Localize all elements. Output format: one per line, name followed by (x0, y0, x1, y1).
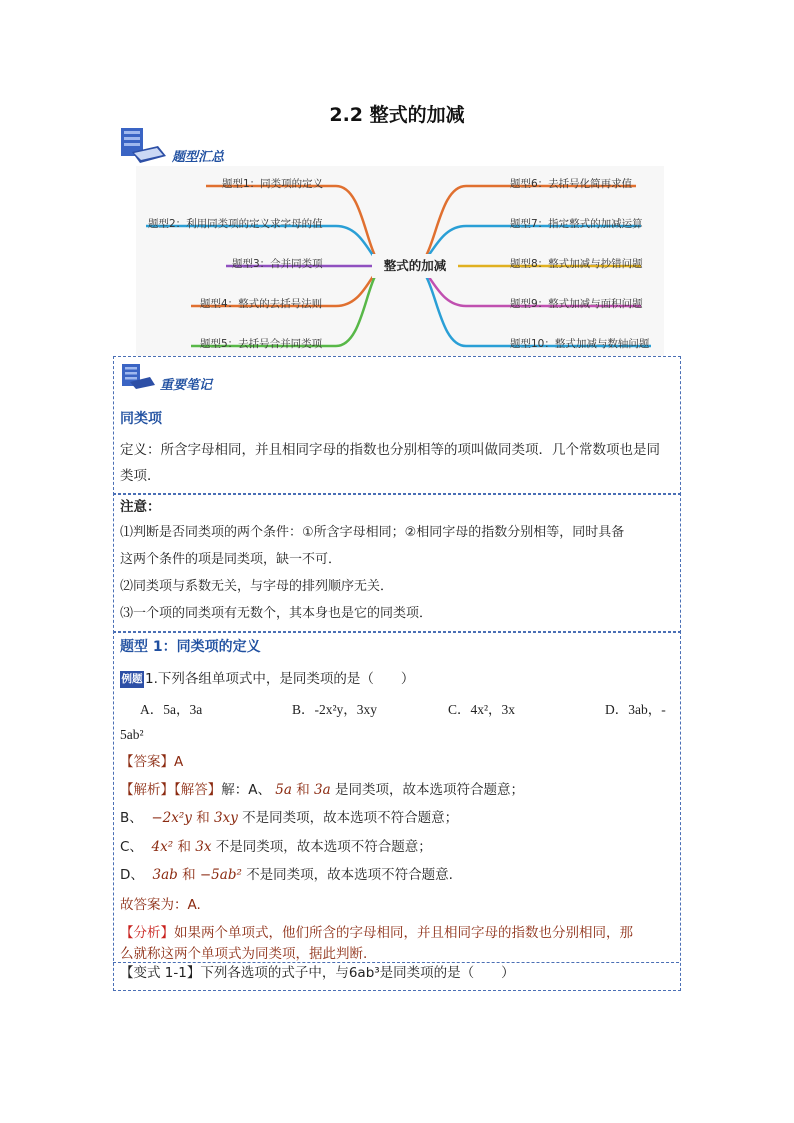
analysis-line-2-math-1: −2x²y (151, 810, 192, 826)
analysis-line-1-and: 和 (296, 782, 310, 798)
analysis-line-4-math-1: 3ab (152, 867, 178, 883)
mind-map-left-5: 题型5：去括号合并同类项 (200, 338, 323, 350)
mind-map-left-3: 题型3：合并同类项 (232, 258, 323, 270)
answer-label: 【答案】 (120, 754, 174, 770)
analysis-line-1-math-1: 5a (275, 782, 292, 798)
definition-line-1: 定义：所含字母相同，并且相同字母的指数也分别相等的项叫做同类项．几个常数项也是同 (120, 442, 660, 458)
attention-title: 注意： (120, 499, 161, 515)
answer-value: A (174, 754, 184, 770)
option-b: B．-2x²y，3xy (292, 702, 378, 717)
analysis-line-4-pre: D、 (120, 867, 144, 883)
analysis-line-4-math-2: −5ab² (199, 867, 242, 883)
analysis-line-3-math-2: 3x (195, 839, 212, 855)
analysis-line-2 (120, 806, 458, 830)
analysis-line-2-post: 不是同类项，故本选项不符合题意； (242, 810, 459, 826)
mind-map-right-3: 题型8：整式加减与抄错问题 (510, 258, 643, 270)
analysis-line-2-and: 和 (196, 810, 210, 826)
analysis-line-4 (120, 863, 453, 887)
notebook-icon (120, 362, 156, 390)
mind-map-right-4: 题型9：整式加减与面积问题 (510, 298, 643, 310)
analysis-line-3-math-1: 4x² (151, 839, 174, 855)
mind-map-left-4: 题型4：整式的去括号法则 (200, 298, 323, 310)
analysis-line-2-math-2: 3xy (214, 810, 238, 826)
variant-row (120, 961, 515, 985)
analysis-line-2-pre: B、 (120, 810, 143, 826)
analysis-line-1-pre: 解：A、 (221, 782, 271, 798)
definition-line-2: 类项． (120, 468, 161, 484)
example-question: 1.下列各组单项式中，是同类项的是（ ） (145, 671, 415, 687)
book-stack-icon (118, 126, 168, 166)
answer-row (120, 750, 183, 774)
attention-line-2: 这两个条件的项是同类项，缺一不可． (120, 552, 342, 567)
analysis-line-3-post: 不是同类项，故本选项不符合题意； (215, 839, 432, 855)
mind-map-left-2: 题型2：利用同类项的定义求字母的值 (148, 218, 323, 230)
mind-map-right-2: 题型7：指定整式的加减运算 (510, 218, 643, 230)
option-a: A．5a，3a (140, 702, 203, 717)
mind-map-left-1: 题型1：同类项的定义 (222, 178, 324, 190)
summary-header: 题型汇总 (172, 150, 225, 165)
option-c: C．4x²，3x (448, 702, 516, 717)
option-d-continued: 5ab² (120, 727, 144, 742)
analysis-line-1-post: 是同类项，故本选项符合题意； (334, 782, 524, 798)
option-d: D．3ab，- (605, 702, 666, 717)
page-title: 2.2 整式的加减 (329, 104, 465, 126)
notes-heading: 同类项 (120, 411, 162, 427)
notes-header: 重要笔记 (160, 378, 213, 393)
attention-line-3: ⑵同类项与系数无关，与字母的排列顺序无关． (120, 579, 394, 594)
analysis-line-3 (120, 835, 432, 859)
mind-map-right-5: 题型10：整式加减与数轴问题 (510, 338, 650, 350)
analysis-line-1-math-2: 3a (314, 782, 331, 798)
attention-line-4: ⑶一个项的同类项有无数个，其本身也是它的同类项． (120, 606, 433, 621)
analysis-line-3-pre: C、 (120, 839, 143, 855)
analysis-line-4-and: 和 (182, 867, 196, 883)
mind-map (136, 166, 664, 356)
analysis-line-3-and: 和 (177, 839, 191, 855)
variant-label: 【变式 1-1】 (120, 965, 201, 981)
conclusion: 故答案为：A. (120, 897, 201, 913)
analysis2-line-2: 么就称这两个单项式为同类项，据此判断. (120, 946, 368, 962)
variant-text: 下列各选项的式子中，与6ab³是同类项的是（ ） (200, 965, 515, 981)
analysis-line-4-post: 不是同类项，故本选项不符合题意. (246, 867, 453, 883)
analysis-label: 【解析】【解答】 (120, 782, 222, 798)
example-badge: 例题 (120, 671, 144, 688)
mind-map-center: 整式的加减 (372, 254, 458, 278)
type1-heading: 题型 1：同类项的定义 (120, 639, 261, 655)
analysis2-label: 【分析】 (120, 925, 174, 941)
analysis-line-1 (120, 778, 524, 802)
mind-map-right-1: 题型6：去括号化简再求值 (510, 178, 633, 190)
analysis2-text-1: 如果两个单项式，他们所含的字母相同，并且相同字母的指数也分别相同，那 (174, 925, 633, 941)
attention-line-1: ⑴判断是否同类项的两个条件：①所含字母相同；②相同字母的指数分别相等，同时具备 (120, 525, 625, 540)
